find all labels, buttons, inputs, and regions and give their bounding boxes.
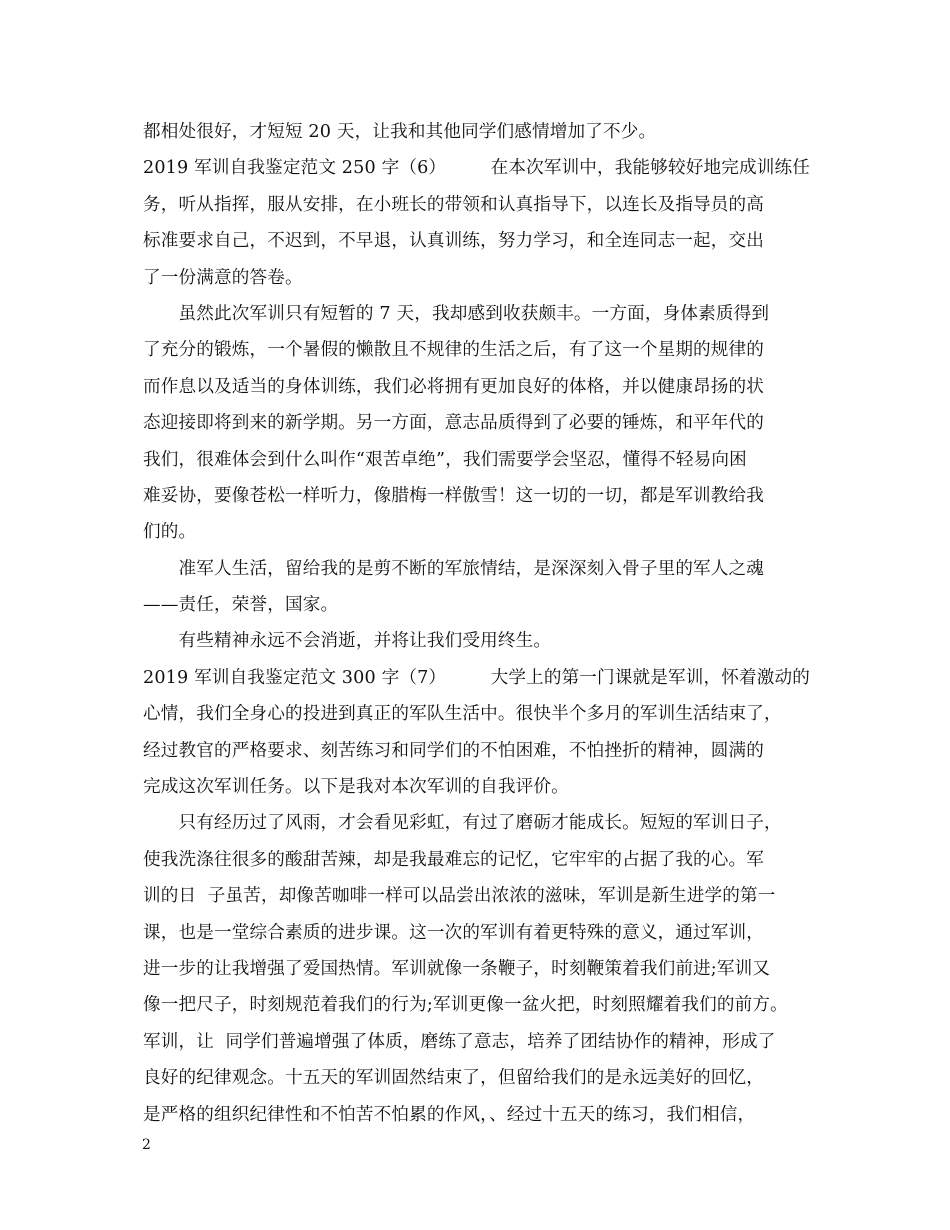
text-line: 我们，很难体会到什么叫作“艰苦卓绝”，我们需要学会坚忍，懂得不轻易向困 <box>143 449 747 470</box>
text-line: 课，也是一堂综合素质的进步课。这一次的军训有着更特殊的意义，通过军训， <box>143 922 765 943</box>
text-line: 像一把尺子，时刻规范着我们的行为;军训更像一盆火把，时刻照耀着我们的前方。 <box>143 995 788 1016</box>
text-line: 标准要求自己，不迟到，不早退，认真训练，努力学习，和全连同志一起，交出 <box>143 231 765 252</box>
text-line: 军训，让 同学们普遍增强了体质，磨练了意志，培养了团结协作的精神，形成了 <box>143 1031 776 1052</box>
text-line: 2019 军训自我鉴定范文 300 字（7） 大学上的第一门课就是军训，怀着激动的 <box>143 667 810 688</box>
text-line: 了一份满意的答卷。 <box>143 267 303 288</box>
text-line: 训的日 子虽苦，却像苦咖啡一样可以品尝出浓浓的滋味，军训是新生进学的第一 <box>143 886 776 907</box>
text-line: 准军人生活，留给我的是剪不断的军旅情结，是深深刻入骨子里的军人之魂 <box>143 558 765 579</box>
text-line: 们的。 <box>143 522 197 543</box>
text-line: 都相处很好，才短短 20 天，让我和其他同学们感情增加了不少。 <box>143 122 657 142</box>
text-line: 2019 军训自我鉴定范文 250 字（6） 在本次军训中，我能够较好地完成训练任 <box>143 158 810 179</box>
text-line: 而作息以及适当的身体训练，我们必将拥有更加良好的体格，并以健康昂扬的状 <box>143 376 765 397</box>
text-line: 有些精神永远不会消逝，并将让我们受用终生。 <box>143 631 552 652</box>
text-line: 是严格的组织纪律性和不怕苦不怕累的作风，、经过十五天的练习，我们相信， <box>143 1104 756 1125</box>
text-line: 完成这次军训任务。以下是我对本次军训的自我评价。 <box>143 777 569 798</box>
text-line: 务，听从指挥，服从安排，在小班长的带领和认真指导下，以连长及指导员的高 <box>143 194 765 215</box>
text-line: 使我洗涤往很多的酸甜苦辣，却是我最难忘的记忆，它牢牢的占据了我的心。军 <box>143 849 765 870</box>
page-number: 2 <box>142 1137 151 1153</box>
text-line: 良好的纪律观念。十五天的军训固然结束了，但留给我们的是永远美好的回忆， <box>143 1068 765 1089</box>
text-line: 经过教官的严格要求、刻苦练习和同学们的不怕困难，不怕挫折的精神，圆满的 <box>143 740 765 761</box>
text-line: ——责任，荣誉，国家。 <box>143 595 339 616</box>
text-line: 虽然此次军训只有短暂的 7 天，我却感到收获颇丰。一方面，身体素质得到 <box>143 303 770 324</box>
text-line: 态迎接即将到来的新学期。另一方面，意志品质得到了必要的锤炼，和平年代的 <box>143 413 765 434</box>
document-body <box>143 114 813 1133</box>
text-line: 进一步的让我增强了爱国热情。军训就像一条鞭子，时刻鞭策着我们前进;军训又 <box>143 958 771 979</box>
text-line: 只有经历过了风雨，才会看见彩虹，有过了磨砺才能成长。短短的军训日子， <box>143 813 782 834</box>
text-line: 了充分的锻炼，一个暑假的懒散且不规律的生活之后，有了这一个星期的规律的 <box>143 340 765 361</box>
text-line: 难妥协，要像苍松一样听力，像腊梅一样傲雪！这一切的一切，都是军训教给我 <box>143 485 765 506</box>
text-line: 心情，我们全身心的投进到真正的军队生活中。很快半个多月的军训生活结束了， <box>143 704 782 725</box>
